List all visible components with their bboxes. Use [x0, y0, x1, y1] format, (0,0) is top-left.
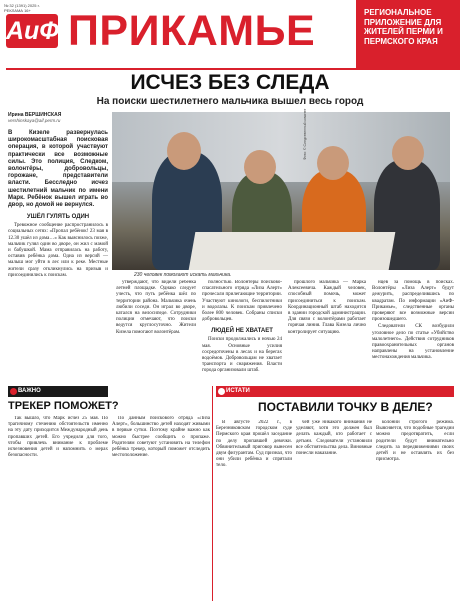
section-heading-2: ЛЮДЕЙ НЕ ХВАТАЕТ [211, 328, 273, 335]
box2-column-3 [376, 420, 454, 601]
tag-bullet-icon [10, 388, 17, 395]
column-4 [288, 280, 366, 380]
box1-text-2: По данным поискового отряда «Лиза Алерт», большинство детей находят живыми в первые сутки. Поэтому крайне важно как можно быстрее сообщить о пропаже. Родителям советуют установить на телефон ребёнка трекер, который поможет отследить местоположение. [112, 416, 210, 459]
photo-caption: 230 человек помогают искать мальчика. [134, 272, 232, 278]
box2-tag-label: ИСТАТИ [226, 388, 250, 394]
box2-text-2: чей уже никакого внимания не уделяют, хотя это должен был делать каждый, кто работает с детьми. Следователи установили все обстоятельства дела. Виновные понесли наказание. [296, 420, 372, 457]
photo-head-2 [244, 150, 276, 184]
box2-title: ПОСТАВИЛИ ТОЧКУ В ДЕЛЕ? [258, 400, 433, 414]
box2-text-3: колонии строгого режима. Выясняется, что подобные трагедии можно предотвратить, если родители будут внимательно следить за передвижениями своих детей и не оставлять их без присмотра. [376, 420, 454, 463]
box2-text-1: В августе 2022 г., в Березниковском городском суде Пермского края прошёл заседание по делу пропавшей девочки. Обвинительный приговор вынесен двум фигурантам. Суд признал, что они убили ребёнка и спрятали тело. [216, 420, 292, 469]
box2-column-2 [296, 420, 372, 601]
box2-tag [216, 386, 454, 397]
photo-head-4 [392, 136, 424, 170]
issue-number: № 32 (1391) 2025 г. [4, 3, 40, 8]
photo-head-3 [317, 146, 349, 180]
photo-credit: Фото: © Следственный комитет [303, 108, 307, 160]
supplement-label: РЕГИОНАЛЬНОЕ ПРИЛОЖЕНИЕ ДЛЯ ЖИТЕЛЕЙ ПЕРМИ И ПЕРМСКОГО КРАЯ [356, 0, 460, 70]
author-email[interactable]: vershinskaya@aif.perm.ru [8, 118, 61, 123]
article-photo [112, 112, 450, 270]
author-name: Ирина ВЕРШИНСКАЯ [8, 112, 62, 118]
column-2 [116, 280, 196, 380]
masthead [0, 0, 460, 70]
masthead-left [0, 0, 356, 70]
newspaper-title: ПРИКАМЬЕ [68, 7, 316, 55]
photo-head-1 [167, 132, 201, 170]
box1-tag-label: ВАЖНО [18, 388, 41, 394]
box1-column-2 [112, 416, 210, 601]
issue-info [4, 3, 46, 13]
age-rating: РЕКЛАМА 16+ [4, 8, 31, 13]
column-4-text: прошлого мальчика — Марка Алексеевича. Каждый человек, способный помочь, может присоединиться к поискам. Координационный штаб находится в здании городской администрации. Для связи с волонтёрами работает горячая линия. Глава Кизелa лично контролирует ситуацию. [288, 280, 366, 335]
column-1-text: Тревожное сообщение распространилось в социальных сетях: «Пропал ребёнок! 23 мая в 12.30 ушёл из дома…» Как выяснилось позже, мальчик гулял один во дворе, он жил с мамой и бабушкой. Мама отправилась на работу, оставив ребёнка дома. Одна из версий — малыш мог уйти в лес или к реке. Местные жители сразу откликнулись на призыв и присоединились к поискам. [8, 223, 108, 278]
box1-text-1: Так вышло, что Марк исчез 25 мая. По трагичному стечению обстоятельств именно на эту дату приходится Международный день пропавших детей. Его учредили для того, чтобы привлечь внимание к проблеме исчезновения детей и напомнить о мерах безопасности. [8, 416, 108, 459]
article-lead: В Кизеле развернулась широкомасштабная поисковая операция, в которой участвуют практически все возможные силы. Это полиция, Следком, волонтёры, добровольцы, горожане, представители власти. Бесследно исчез шестилетний мальчик по имени Марк. Ребёнок вышел играть во двор, но домой не вернулся. [8, 130, 108, 209]
column-3-text: полностью. Волонтёры поисково-спасательного отряда «Лиза Алерт» прочесали прилегающие территории. Участвуют кинологи, беспилотники и водолазы. К поискам привлечено более 800 человек. Собраны списки добровольцев. [202, 280, 282, 323]
section-heading-1: УШЁЛ ГУЛЯТЬ ОДИН [26, 214, 90, 221]
column-5-text: нцев за помощь в поисках. Волонтёры «Лиза Алерт» будут дежурить, распределившись по квадратам. По информации «АиФ-Прикамье», следственные органы проверяют все возможные версии произошедшего. [372, 280, 454, 323]
photo-table [189, 232, 396, 270]
column-5-text-2: Следователи СК возбудили уголовное дело по статье «Убийство малолетнего». Действия сотрудников правоохранительных органов направлены на установление местонахождения мальчика. [372, 324, 454, 361]
box1-column-1 [8, 416, 108, 601]
column-3 [202, 280, 282, 380]
article-headline: ИСЧЕЗ БЕЗ СЛЕДА [130, 71, 330, 94]
box1-title: ТРЕКЕР ПОМОЖЕТ? [8, 400, 119, 412]
box2-column-1 [216, 420, 292, 601]
column-1 [8, 112, 108, 380]
column-3-text-2: Поиски продолжались и ночью 24 мая. Основные усилия сосредоточены в лесах и на берегах водоёмов. Добровольцам не хватает транспорта и снаряжения. Власти города организовали штаб. [202, 337, 282, 374]
column-5 [372, 280, 454, 380]
box1-tag [8, 386, 108, 397]
box-divider [212, 386, 213, 601]
aif-logo: АиФ [6, 14, 58, 48]
article-subhead: На поиски шестилетнего мальчика вышел весь город [96, 96, 364, 107]
tag-bullet-icon [218, 388, 225, 395]
column-2-text: утверждают, что видели ребёнка летней площадке. Однако следует учесть, что путь ребёнка шёл по территории района. Мальчика очень любили соседи. Он играл во дворе, катался на велосипеде. Сотрудники полиции отмечают, что поиски ведутся круглосуточно. Жители Кизела помогают волонтёрам. [116, 280, 196, 335]
